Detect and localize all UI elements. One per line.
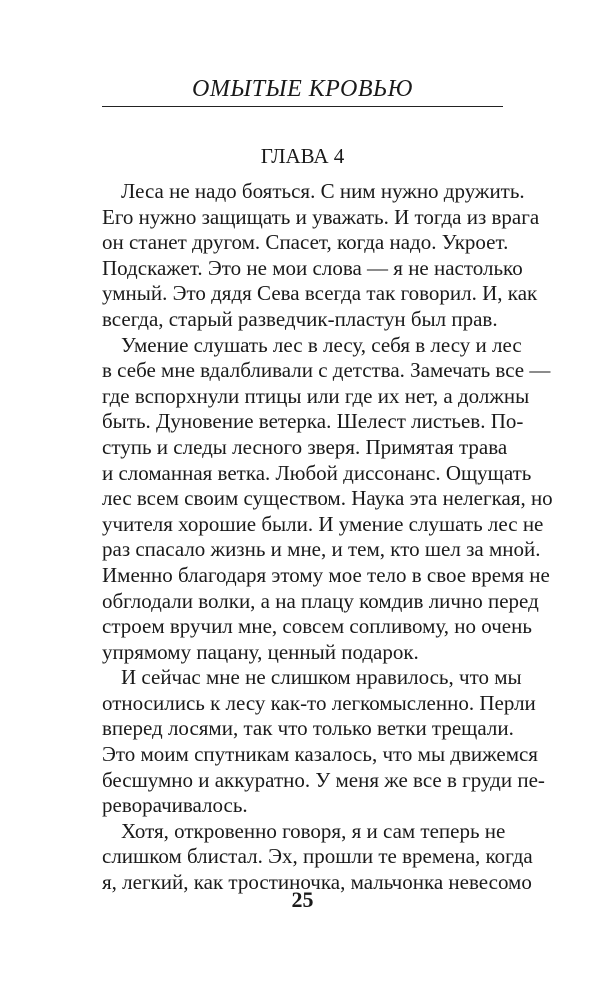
text-line: обглодали волки, а на плацу комдив лично перед [102,588,539,613]
text-line: учителя хорошие были. И умение слушать лес не [102,511,544,536]
paragraph-4 [102,818,533,896]
paragraph-1 [102,179,540,333]
text-line: Его нужно защищать и уважать. И тогда из врага [102,204,540,229]
text-line: я, легкий, как тростиночка, мальчонка невесомо [102,870,532,895]
text-line: слишком блистал. Эх, прошли те времена, когда [102,844,533,869]
chapter-title: ГЛАВА 4 [260,144,345,168]
text-line: ступь и следы лесного зверя. Примятая трава [102,434,508,459]
paragraph-3 [102,665,545,819]
text-line: Именно благодаря этому мое тело в свое время не [102,562,550,587]
header-rule [102,106,503,107]
text-line: Хотя, откровенно говоря, я и сам теперь не [121,818,506,843]
text-line: всегда, старый разведчик-пластун был прав. [102,306,498,331]
text-line: и сломанная ветка. Любой диссонанс. Ощущать [102,460,532,485]
text-line: Леса не надо бояться. С ним нужно дружить. [121,179,525,203]
page-number: 25 [291,887,314,912]
paragraph-2 [102,332,553,666]
text-line: Умение слушать лес в лесу, себя в лесу и лес [121,332,522,357]
text-line: раз спасало жизнь и мне, и тем, кто шел за мной. [102,537,541,562]
text-line: в себе мне вдалбливали с детства. Замечать все — [102,358,551,383]
text-line: быть. Дуновение ветерка. Шелест листьев. По- [102,409,524,434]
text-line: где вспорхнули птицы или где их нет, а должны [102,383,530,408]
text-line: лес всем своим существом. Наука эта нелегкая, но [102,486,553,511]
running-head: ОМЫТЫЕ КРОВЬЮ [192,76,413,102]
text-line: умный. Это дядя Сева всегда так говорил. И, как [102,281,538,306]
text-line: бесшумно и аккуратно. У меня же все в груди пе- [102,767,545,792]
text-line: Подскажет. Это не мои слова — я не настолько [102,255,523,280]
text-line: упрямому пацану, ценный подарок. [102,639,419,664]
text-line: Это моим спутникам казалось, что мы движемся [102,742,538,767]
text-line: относились к лесу как-то легкомысленно. Перли [102,690,536,715]
text-line: строем вручил мне, совсем сопливому, но очень [102,614,532,639]
text-line: реворачивалось. [102,793,248,818]
text-line: он станет другом. Спасет, когда надо. Укроет. [102,230,509,255]
text-line: И сейчас мне не слишком нравилось, что мы [121,665,522,690]
text-line: вперед лосями, так что только ветки трещали. [102,716,514,741]
body-text [102,179,553,896]
